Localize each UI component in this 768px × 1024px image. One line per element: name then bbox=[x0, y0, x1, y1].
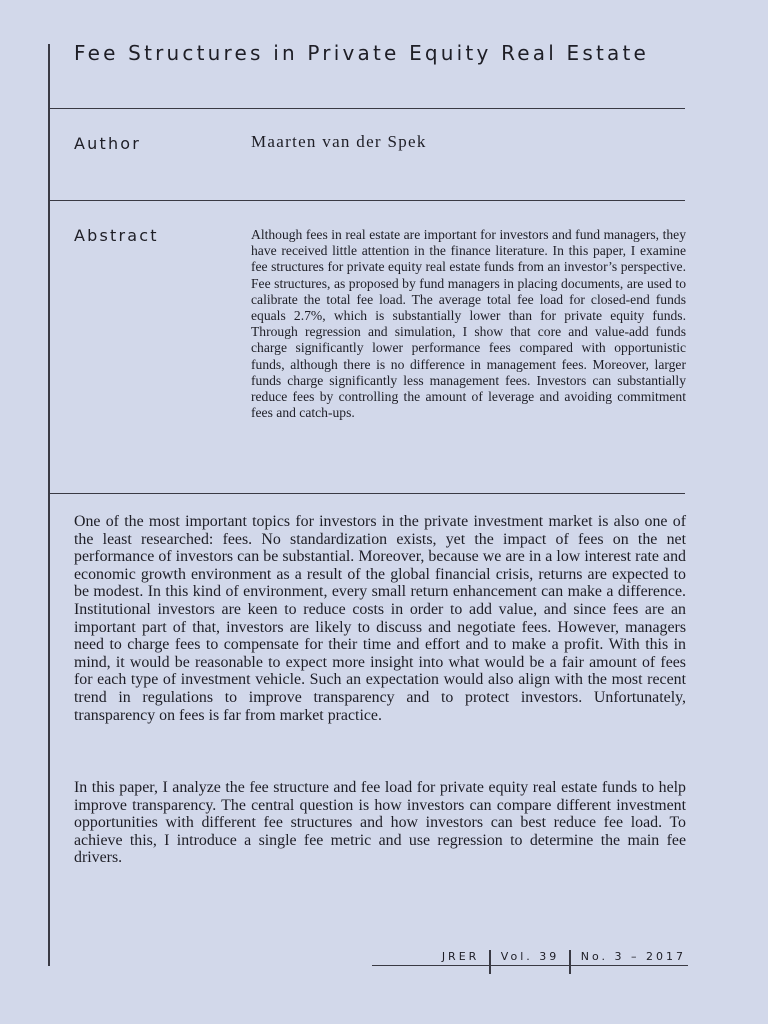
footer-separator bbox=[569, 950, 571, 974]
author-label: Author bbox=[74, 134, 142, 153]
left-margin-rule bbox=[48, 44, 50, 966]
footer-journal: JRER bbox=[441, 949, 480, 963]
article-title: Fee Structures in Private Equity Real Estate bbox=[74, 41, 650, 65]
body-paragraph-2: In this paper, I analyze the fee structure and fee load for private equity real estate funds to help improve transparency. The central question is how investors can compare different investment opportunities with different fee structures and how investors can best reduce fee load. To achieve this, I introduce a single fee metric and use regression to determine the main fee drivers. bbox=[74, 779, 686, 867]
author-name: Maarten van der Spek bbox=[251, 132, 427, 151]
footer-rule bbox=[372, 965, 688, 966]
author-divider bbox=[50, 200, 685, 201]
footer-separator bbox=[489, 950, 491, 974]
body-paragraph-1: One of the most important topics for investors in the private investment market is also one of the least researched: fees. No standardization exists, yet the impact of fees on the net performance of investors can be substantial. Moreover, because we are in a low interest rate and economic growth environment as a result of the global financial crisis, returns are expected to be modest. In this kind of environment, every small return enhancement can make a difference. Institutional investors are keen to reduce costs in order to add value, and since fees are an important part of that, investors are likely to discuss and negotiate fees. However, managers need to charge fees to compensate for their time and effort and to make a profit. With this in mind, it would be reasonable to expect more insight into what would be a fair amount of fees for each type of investment vehicle. Such an expectation would also align with the most recent trend in regulations to improve transparency and to protect investors. Unfortunately, transparency on fees is far from market practice. bbox=[74, 513, 686, 724]
abstract-text: Although fees in real estate are important for investors and fund managers, they have received little attention in the finance literature. In this paper, I examine fee structures for private equity real estate funds from an investor’s perspective. Fee structures, as proposed by fund managers in placing documents, are used to calibrate the total fee load. The average total fee load for closed-end funds equals 2.7%, which is substantially lower than for private equity funds. Through regression and simulation, I show that core and value-add funds charge significantly lower performance fees compared with opportunistic funds, although there is no difference in management fees. Moreover, larger funds charge significantly less management fees. Investors can substantially reduce fees by controlling the amount of leverage and avoiding commitment fees and catch-ups. bbox=[251, 227, 686, 421]
title-divider bbox=[50, 108, 685, 109]
footer-volume: Vol. 39 bbox=[500, 949, 560, 963]
abstract-label: Abstract bbox=[74, 226, 159, 245]
footer-issue: No. 3 – 2017 bbox=[580, 949, 686, 963]
abstract-divider bbox=[50, 493, 685, 494]
